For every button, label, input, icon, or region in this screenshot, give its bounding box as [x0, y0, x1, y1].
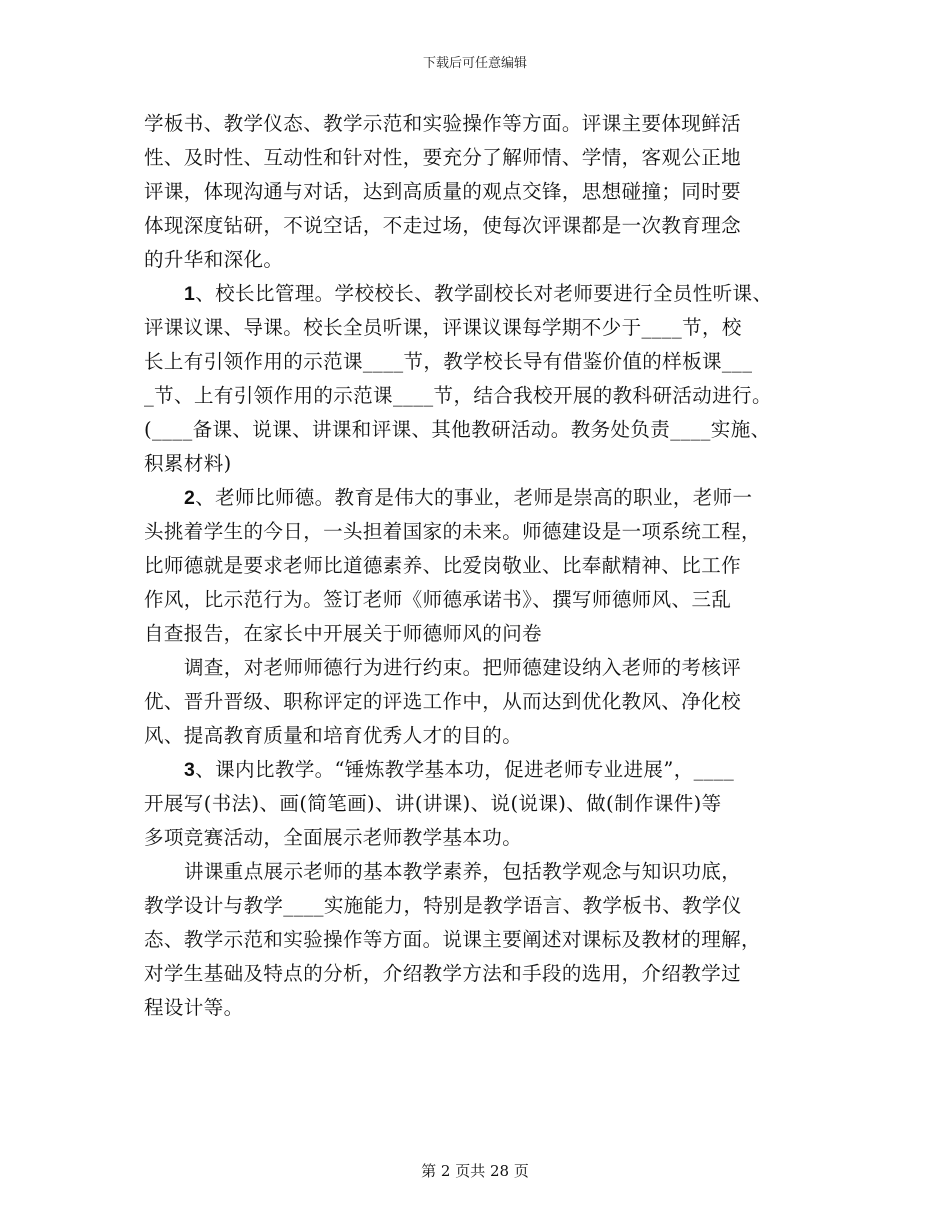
text-line: 调查，对老师师德行为进行约束。把师德建设纳入老师的考核评 [184, 656, 742, 679]
text-line: 对学生基础及特点的分析，介绍教学方法和手段的选用，介绍教学过 [144, 962, 742, 985]
text-line: 学板书、教学仪态、教学示范和实验操作等方面。评课主要体现鲜活 [144, 112, 742, 135]
paragraph [144, 651, 834, 753]
text-line: 评课议课、导课。校长全员听课，评课议课每学期不少于____节，校 [144, 316, 742, 339]
text-line: 体现深度钻研，不说空话，不走过场，使每次评课都是一次教育理念 [144, 214, 742, 237]
paragraph-item-1 [144, 277, 834, 481]
text-line: 开展写(书法)、画(简笔画)、讲(讲课)、说(说课)、做(制作课件)等 [144, 792, 722, 815]
text-line: 教学设计与教学____实施能力，特别是教学语言、教学板书、教学仪 [144, 894, 742, 917]
page-header: 下载后可任意编辑 [422, 56, 527, 71]
paragraph [144, 107, 834, 277]
text-line: 头挑着学生的今日，一头担着国家的未来。师德建设是一项系统工程， [144, 520, 761, 543]
text-line: 的升华和深化。 [144, 248, 284, 271]
text-line: 风、提高教育质量和培育优秀人才的目的。 [144, 724, 523, 747]
text-line: 比师德就是要求老师比道德素养、比爱岗敬业、比奉献精神、比工作 [144, 554, 742, 577]
text-line: 、校长比管理。学校校长、教学副校长对老师要进行全员性听课、 [195, 282, 773, 305]
text-line: 优、晋升晋级、职称评定的评选工作中，从而达到优化教风、净化校 [144, 690, 742, 713]
text-line: (____备课、说课、讲课和评课、其他教研活动。教务处负责____实施、 [144, 418, 771, 441]
paragraph [144, 855, 834, 1025]
paragraph-item-3 [144, 753, 834, 855]
text-line: 性、及时性、互动性和针对性，要充分了解师情、学情，客观公正地 [144, 146, 742, 169]
text-line: 自查报告，在家长中开展关于师德师风的问卷 [144, 622, 543, 645]
text-line: 程设计等。 [144, 996, 244, 1019]
text-line: 态、教学示范和实验操作等方面。说课主要阐述对课标及教材的理解， [144, 928, 761, 951]
text-line: 、课内比教学。“锤炼教学基本功，促进老师专业进展”，____ [195, 758, 735, 781]
text-line: 评课，体现沟通与对话，达到高质量的观点交锋，思想碰撞；同时要 [144, 180, 742, 203]
text-line: 、老师比师德。教育是伟大的事业，老师是崇高的职业，老师一 [195, 486, 753, 509]
paragraph-item-2 [144, 481, 834, 651]
text-line: 作风，比示范行为。签订老师《师德承诺书》、撰写师德师风、三乱 [144, 588, 732, 611]
text-line: 长上有引领作用的示范课____节，教学校长导有借鉴价值的样板课___ [144, 350, 753, 373]
item-number: 1 [184, 283, 196, 305]
page-footer: 第 2 页共 28 页 [421, 1162, 529, 1180]
item-number: 2 [184, 487, 196, 509]
text-line: 讲课重点展示老师的基本教学素养，包括教学观念与知识功底， [184, 860, 742, 883]
text-line: 多项竞赛活动，全面展示老师教学基本功。 [144, 826, 523, 849]
document-body [144, 107, 834, 1025]
item-number: 3 [184, 759, 196, 781]
text-line: _节、上有引领作用的示范课____节，结合我校开展的教科研活动进行。 [144, 384, 772, 407]
text-line: 积累材料) [144, 452, 232, 475]
